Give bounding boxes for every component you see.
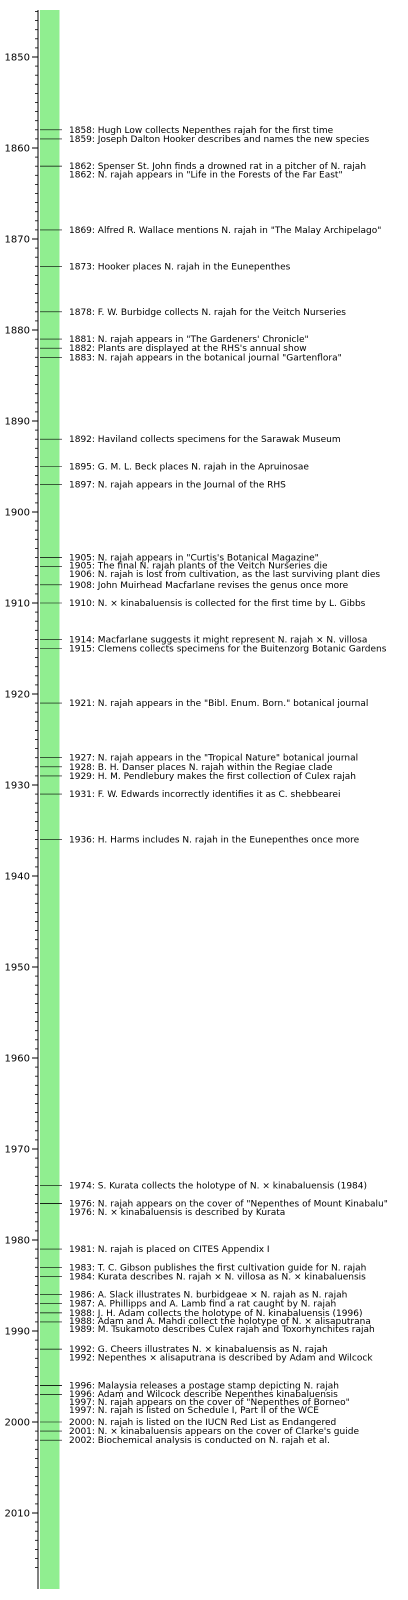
event-label: 1915: Clemens collects specimens for the Buitenzorg Botanic Gardens xyxy=(69,644,387,655)
year-tick-label: 1910 xyxy=(4,598,30,610)
year-tick-label: 1900 xyxy=(4,507,30,519)
event-label: 1859: Joseph Dalton Hooker describes and names the new species xyxy=(69,134,370,145)
event-label: 1905: The final N. rajah plants of the Veitch Nurseries die xyxy=(69,561,328,572)
event-label: 1906: N. rajah is lost from cultivation, as the last surviving plant dies xyxy=(69,569,381,580)
event-label: 1936: H. Harms includes N. rajah in the Eunepenthes once more xyxy=(69,835,360,846)
event-label: 1929: H. M. Pendlebury makes the first collection of Culex rajah xyxy=(69,771,356,782)
year-tick-label: 1860 xyxy=(4,143,30,155)
event-label: 1981: N. rajah is placed on CITES Appendix I xyxy=(69,1245,270,1256)
event-label: 1927: N. rajah appears in the "Tropical Nature" botanical journal xyxy=(69,753,359,764)
event-label: 1873: Hooker places N. rajah in the Eunepenthes xyxy=(69,262,291,273)
event-label: 2000: N. rajah is listed on the IUCN Red List as Endangered xyxy=(69,1418,337,1428)
event-label: 1910: N. × kinabaluensis is collected for the first time by L. Gibbs xyxy=(69,599,366,609)
year-tick-label: 1920 xyxy=(4,689,30,701)
event-label: 1992: G. Cheers illustrates N. × kinabaluensis as N. rajah xyxy=(69,1345,328,1356)
event-label: 1992: Nepenthes × alisaputrana is described by Adam and Wilcock xyxy=(69,1353,373,1364)
event-label: 1908: John Muirhead Macfarlane revises the genus once more xyxy=(69,580,349,591)
year-tick-label: 1990 xyxy=(4,1326,30,1338)
year-tick-label: 1890 xyxy=(4,416,30,428)
year-tick-label: 1930 xyxy=(4,780,30,792)
event-label: 1895: G. M. L. Beck places N. rajah in the Apruinosae xyxy=(69,462,309,473)
event-label: 1862: Spenser St. John finds a drowned rat in a pitcher of N. rajah xyxy=(69,162,367,173)
event-label: 1862: N. rajah appears in "Life in the Forests of the Far East" xyxy=(69,170,343,181)
year-tick-label: 1940 xyxy=(4,871,30,883)
event-label: 1897: N. rajah appears in the Journal of the RHS xyxy=(69,480,286,491)
event-label: 1986: A. Slack illustrates N. burbidgeae × N. rajah as N. rajah xyxy=(69,1290,348,1301)
year-tick-label: 1980 xyxy=(4,1235,30,1247)
event-label: 1858: Hugh Low collects Nepenthes rajah for the first time xyxy=(69,125,334,136)
event-label: 1892: Haviland collects specimens for the Sarawak Museum xyxy=(69,435,341,446)
event-label: 1997: N. rajah appears on the cover of "Nepenthes of Borneo" xyxy=(69,1398,350,1408)
event-label: 1983: T. C. Gibson publishes the first cultivation guide for N. rajah xyxy=(69,1263,367,1274)
event-label: 1882: Plants are displayed at the RHS's annual show xyxy=(69,344,307,355)
event-label: 1984: Kurata describes N. rajah × N. villosa as N. × kinabaluensis xyxy=(69,1272,366,1283)
year-tick-label: 1880 xyxy=(4,325,30,337)
event-label: 1869: Alfred R. Wallace mentions N. rajah in "The Malay Archipelago" xyxy=(69,225,382,236)
event-label: 1974: S. Kurata collects the holotype of N. × kinabaluensis (1984) xyxy=(69,1181,368,1192)
event-label: 1905: N. rajah appears in "Curtis's Botanical Magazine" xyxy=(69,553,319,564)
event-label: 1976: N. rajah appears on the cover of "Nepenthes of Mount Kinabalu" xyxy=(69,1199,388,1210)
event-label: 1988: J. H. Adam collects the holotype of N. kinabaluensis (1996) xyxy=(69,1308,363,1319)
year-tick-label: 1970 xyxy=(4,1144,30,1156)
event-label: 1987: A. Phillipps and A. Lamb find a rat caught by N. rajah xyxy=(69,1299,337,1310)
event-labels xyxy=(69,126,388,1446)
year-tick-label: 1850 xyxy=(4,52,30,64)
event-label: 1878: F. W. Burbidge collects N. rajah for the Veitch Nurseries xyxy=(69,307,346,318)
event-label: 1988: Adam and A. Mahdi collect the holotype of N. × alisaputrana xyxy=(69,1317,371,1327)
major-ticks xyxy=(5,53,38,1520)
event-label: 1996: Malaysia releases a postage stamp depicting N. rajah xyxy=(69,1381,339,1392)
event-label: 1989: M. Tsukamoto describes Culex rajah and Toxorhynchites rajah xyxy=(69,1325,375,1336)
event-label: 1996: Adam and Wilcock describe Nepenthes kinabaluensis xyxy=(69,1389,338,1400)
year-tick-label: 1950 xyxy=(4,962,30,974)
event-label: 1931: F. W. Edwards incorrectly identifies it as C. shebbearei xyxy=(69,790,341,801)
year-tick-label: 1960 xyxy=(4,1053,30,1065)
event-label: 1881: N. rajah appears in "The Gardeners' Chronicle" xyxy=(69,335,309,346)
event-label: 1928: B. H. Danser places N. rajah within the Regiae clade xyxy=(69,762,333,773)
event-label: 1921: N. rajah appears in the "Bibl. Enum. Born." botanical journal xyxy=(69,699,369,710)
year-tick-label: 1870 xyxy=(4,234,30,246)
event-label: 1976: N. × kinabaluensis is described by Kurata xyxy=(69,1207,286,1218)
year-tick-label: 2000 xyxy=(4,1417,30,1429)
event-label: 2001: N. × kinabaluensis appears on the cover of Clarke's guide xyxy=(69,1427,359,1438)
event-label: 1883: N. rajah appears in the botanical journal "Gartenflora" xyxy=(69,353,342,364)
year-tick-label: 2010 xyxy=(4,1508,30,1520)
event-label: 1997: N. rajah is listed on Schedule I, Part II of the WCE xyxy=(69,1406,319,1417)
timeline-bar xyxy=(40,10,60,1589)
event-label: 2002: Biochemical analysis is conducted on N. rajah et al. xyxy=(69,1436,330,1447)
event-label: 1914: Macfarlane suggests it might represent N. rajah × N. villosa xyxy=(69,635,368,646)
